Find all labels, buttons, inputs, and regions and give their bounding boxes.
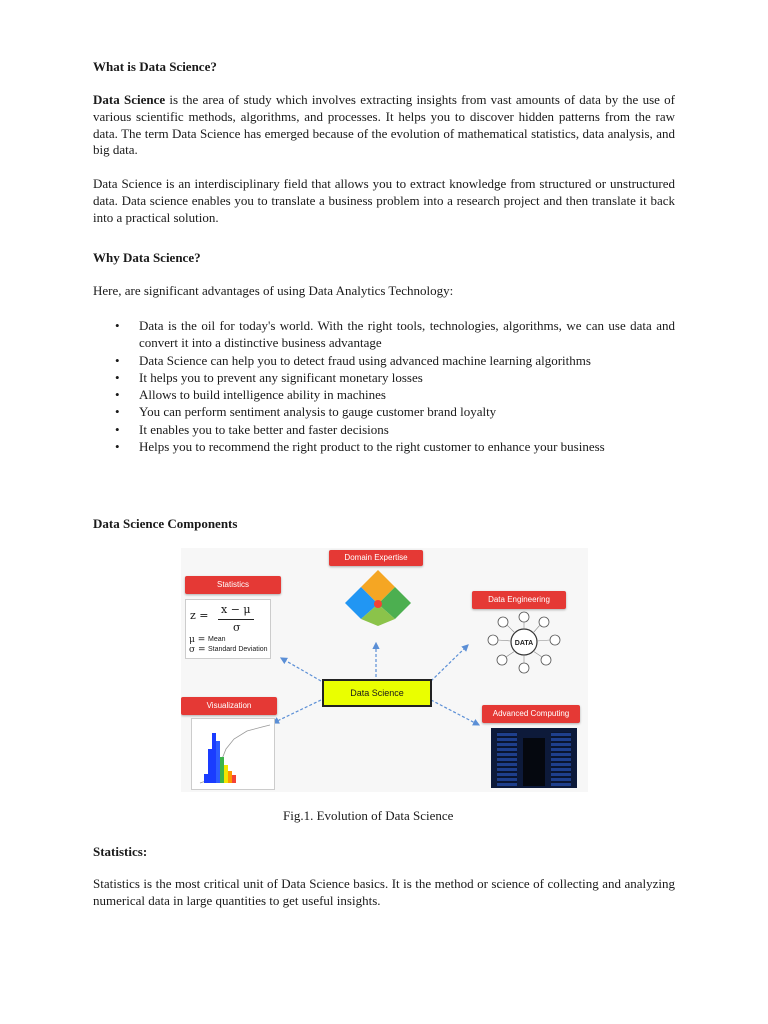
list-item: • It helps you to prevent any significant monetary losses: [115, 369, 423, 385]
arrow-to-engineering: [431, 645, 468, 681]
bold-term: Data Science: [93, 92, 166, 107]
bullet-icon: •: [115, 421, 120, 437]
list-item: • Data Science can help you to detect fraud using advanced machine learning algorithms: [115, 352, 591, 368]
paragraph-interdisciplinary: Data Science is an interdisciplinary field that allows you to extract knowledge from structured or unstructured data. Data science enables you to translate a business problem into a research project and then translate it back into a practical solution.: [93, 176, 675, 225]
heading-what-is-data-science: What is Data Science?: [93, 59, 217, 74]
data-engineering-icon: [484, 610, 564, 674]
list-item: • It enables you to take better and faster decisions: [115, 421, 389, 437]
definition-text: is the area of study which involves extracting insights from vast amounts of data by the use of various scientific methods, algorithms, and processes. It helps you to discover hidden patterns from the raw data. The term Data Science has emerged because of the evolution of mathematical statistics, data analysis, and big data.: [93, 92, 676, 158]
list-item: • Allows to build intelligence ability in machines: [115, 387, 386, 403]
advantages-list: [93, 317, 675, 455]
svg-text:DATA: DATA: [514, 640, 534, 647]
z-score-formula: z = x − μ σ μ = Mean σ = Standard Deviation: [185, 599, 271, 659]
heading-statistics: Statistics:: [93, 844, 148, 859]
histogram-visualization: [191, 718, 275, 790]
center-data-science-box: Data Science: [322, 679, 432, 707]
bullet-icon: •: [115, 387, 120, 403]
label-statistics: Statistics: [185, 576, 281, 594]
label-visualization: Visualization: [181, 697, 277, 715]
label-advanced-computing: Advanced Computing: [482, 705, 580, 723]
paragraph-definition: [93, 92, 675, 159]
bullet-icon: •: [115, 369, 120, 385]
bullet-icon: •: [115, 404, 120, 420]
bullet-icon: •: [115, 352, 120, 368]
paragraph-statistics: Statistics is the most critical unit of Data Science basics. It is the method or science of collecting and analyzing numerical data in large quantities to get useful insights.: [93, 876, 675, 908]
list-item: • Helps you to recommend the right product to the right customer to enhance your business: [115, 439, 605, 455]
arrow-to-statistics: [281, 658, 321, 681]
puzzle-icon: [343, 568, 413, 626]
heading-why-data-science: Why Data Science?: [93, 250, 201, 265]
figure-caption: Fig.1. Evolution of Data Science: [283, 808, 454, 823]
server-room-image: [491, 728, 577, 788]
bullet-icon: •: [115, 439, 120, 455]
arrow-to-computing: [431, 700, 479, 725]
arrow-to-visualization: [273, 700, 321, 723]
label-data-engineering: Data Engineering: [472, 591, 566, 609]
heading-components: Data Science Components: [93, 516, 238, 531]
data-science-components-figure: [181, 548, 588, 792]
bullet-icon: •: [115, 318, 120, 333]
list-item: • You can perform sentiment analysis to gauge customer brand loyalty: [115, 404, 497, 420]
label-domain-expertise: Domain Expertise: [329, 550, 423, 566]
paragraph-advantages-intro: Here, are significant advantages of using Data Analytics Technology:: [93, 283, 454, 298]
list-item: • Data is the oil for today's world. With the right tools, technologies, algorithms, we can use data and convert it into a distinctive business advantage: [115, 318, 675, 351]
